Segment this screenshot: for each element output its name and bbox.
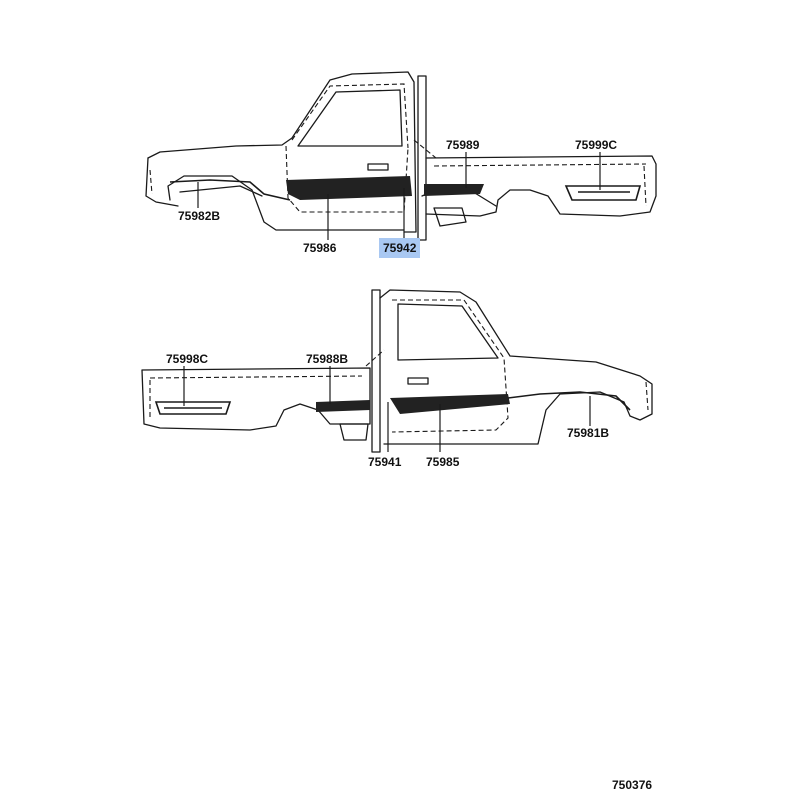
part-label-upper-door-stripe[interactable]: 75986 [303, 241, 337, 255]
part-label-lower-rear-stripe[interactable]: 75998C [166, 352, 209, 366]
part-label-upper-bed-stripe[interactable]: 75989 [446, 138, 480, 152]
diagram-number: 750376 [612, 778, 653, 792]
part-label-lower-cab-stripe[interactable]: 75941 [368, 455, 402, 469]
part-label-lower-bed-stripe[interactable]: 75988B [306, 352, 349, 366]
part-label-lower-fender-stripe[interactable]: 75981B [567, 426, 610, 440]
part-label-upper-fender-stripe[interactable]: 75982B [178, 209, 221, 223]
part-label-upper-cab-stripe-highlighted[interactable]: 75942 [379, 238, 420, 258]
part-label-upper-rear-stripe[interactable]: 75999C [575, 138, 618, 152]
part-label-lower-door-stripe[interactable]: 75985 [426, 455, 460, 469]
upper-truck-illustration [146, 72, 656, 240]
